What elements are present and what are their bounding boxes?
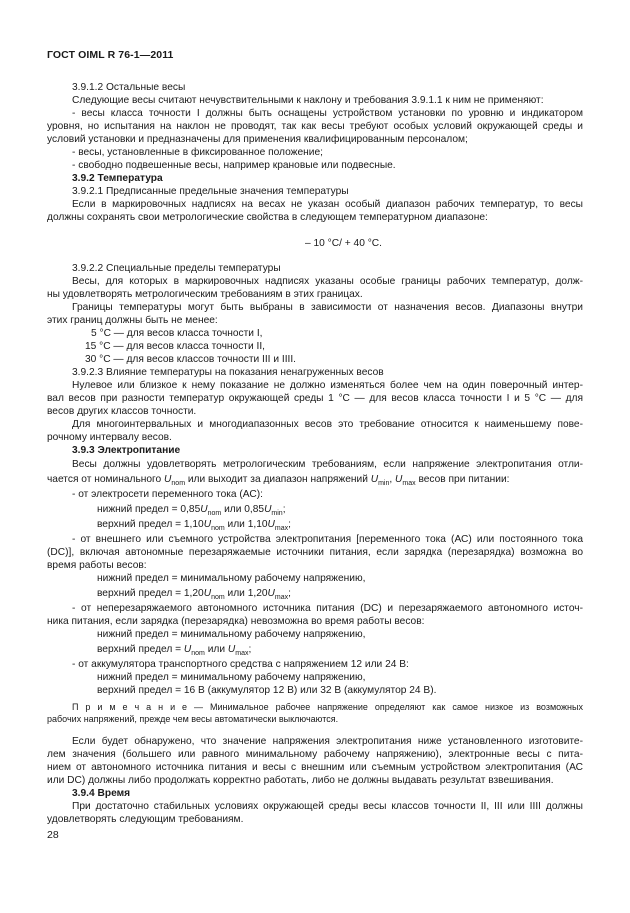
paragraph-line: ника питания, если зарядка (перезарядка) невозможна во время работы весов: bbox=[47, 616, 425, 627]
paragraph-line: лем значения (большего или равного минимальному рабочему напряжению), электронные весы с пита- bbox=[47, 749, 583, 760]
list-item: 15 °С — для весов класса точности II, bbox=[85, 341, 265, 352]
paragraph-line: Следующие весы считают нечувствительными к наклону и требования 3.9.1.1 к ним не применяют: bbox=[72, 95, 544, 106]
paragraph-line: Весы должны удовлетворять метрологическим требованиям, если напряжение электропитания отли- bbox=[72, 459, 583, 470]
list-item: 5 °С — для весов класса точности I, bbox=[91, 328, 263, 339]
section-heading-394: 3.9.4 Время bbox=[72, 788, 131, 799]
paragraph-line: - от внешнего или съемного устройства электропитания [переменного тока (АС) или постоянного тока bbox=[72, 534, 583, 545]
paragraph-line: Весы, для которых в маркировочных надписях указаны особые границы рабочих температур, долж- bbox=[72, 276, 583, 287]
list-item: - от электросети переменного тока (АС): bbox=[72, 489, 263, 500]
page-number: 28 bbox=[47, 829, 59, 841]
formula-line: верхний предел = 16 В (аккумулятор 12 В) или 32 В (аккумулятор 24 В). bbox=[97, 685, 437, 696]
temperature-formula: – 10 °С/ + 40 °С. bbox=[305, 238, 382, 249]
formula-line: нижний предел = минимальному рабочему напряжению, bbox=[97, 573, 366, 584]
paragraph-line: удовлетворять следующим требованиям. bbox=[47, 814, 244, 825]
list-item: - весы, установленные в фиксированное положение; bbox=[72, 147, 323, 158]
paragraph-line: Если будет обнаружено, что значение напряжения электропитания ниже установленного изготовите- bbox=[72, 736, 583, 747]
list-item: 30 °С — для весов классов точности III и IIII. bbox=[85, 354, 297, 365]
paragraph-line: Если в маркировочных надписях на весах не указан особый диапазон рабочих температур, то весы bbox=[72, 199, 583, 210]
paragraph-line: Границы температуры могут быть выбраны в зависимости от назначения весов. Диапазоны внутри bbox=[72, 302, 583, 313]
paragraph-line: При достаточно стабильных условиях окружающей среды весы классов точности II, III или IIII должны bbox=[72, 801, 583, 812]
formula-line: нижний предел = минимальному рабочему напряжению, bbox=[97, 629, 366, 640]
document-header: ГОСТ OIML R 76-1—2011 bbox=[47, 49, 174, 61]
paragraph-line: весов других классов точности. bbox=[47, 406, 197, 417]
paragraph-line: - весы класса точности I должны быть оснащены устройством установки по уровню и индикатором bbox=[72, 108, 583, 119]
subsection-heading-3921: 3.9.2.1 Предписанные предельные значения температуры bbox=[72, 186, 349, 197]
paragraph-line: чается от номинального $U_{nom}$ или выходит за диапазон напряжений $U_{min}$, $U_{max}$ весов при питании: bbox=[47, 474, 510, 488]
subsection-heading-3912: 3.9.1.2 Остальные весы bbox=[72, 82, 186, 93]
formula-line: нижний предел = $0,85U_{nom}$ или $0,85U_{min}$; bbox=[97, 504, 286, 518]
paragraph-line: рочному интервалу весов. bbox=[47, 432, 172, 443]
list-item: - от аккумулятора транспортного средства с напряжением 12 или 24 В: bbox=[72, 659, 409, 670]
paragraph-line: или DC) должны либо продолжать корректно работать, либо не должны выдавать результат взвешивания. bbox=[47, 775, 554, 786]
paragraph-line: Для многоинтервальных и многодиапазонных весов это требование относится к наименьшему пове- bbox=[72, 419, 583, 430]
formula-line: верхний предел = $1,20U_{nom}$ или $1,20U_{max}$; bbox=[97, 588, 291, 602]
paragraph-line: нием от автономного источника питания и весы с внешним или съемным устройством электропитания (АС bbox=[47, 762, 583, 773]
formula-line: верхний предел = $1,10U_{nom}$ или $1,10U_{max}$; bbox=[97, 519, 291, 533]
subsection-heading-3923: 3.9.2.3 Влияние температуры на показания ненагруженных весов bbox=[72, 367, 384, 378]
paragraph-line: уровня, но испытания на наклон не проводят, так как весы требуют особых условий окружающей среды и bbox=[47, 121, 583, 132]
formula-line: нижний предел = минимальному рабочему напряжению, bbox=[97, 672, 366, 683]
paragraph-line: вал весов при разности температур окружающей среды 1 °С — для весов класса точности I и 5 °С — для bbox=[47, 393, 583, 404]
paragraph-line: должны сохранять свои метрологические свойства в следующем температурном диапазоне: bbox=[47, 212, 488, 223]
section-heading-392: 3.9.2 Температура bbox=[72, 173, 163, 184]
list-item: - свободно подвешенные весы, например крановые или подвесные. bbox=[72, 160, 396, 171]
section-heading-393: 3.9.3 Электропитание bbox=[72, 445, 181, 456]
paragraph-line: условий установки и предназначены для применения квалифицированным персоналом; bbox=[47, 134, 468, 145]
note-line: П р и м е ч а н и е — Минимальное рабочее напряжение определяют как самое низкое из возможных bbox=[72, 702, 583, 712]
note-line: рабочих напряжений, прежде чем весы автоматически выключаются. bbox=[47, 714, 339, 724]
paragraph-line: (DC)], включая автономные перезаряжаемые источники питания, если зарядка (перезарядка) возможна во bbox=[47, 547, 583, 558]
paragraph-line: время работы весов: bbox=[47, 560, 147, 571]
formula-line: верхний предел = $U_{nom}$ или $U_{max}$; bbox=[97, 644, 252, 658]
paragraph-line: ны удовлетворять метрологическим требованиям в этих границах. bbox=[47, 289, 363, 300]
paragraph-line: Нулевое или близкое к нему показание не должно изменяться более чем на один поверочный интер- bbox=[72, 380, 583, 391]
paragraph-line: этих границ должны быть не менее: bbox=[47, 315, 218, 326]
subsection-heading-3922: 3.9.2.2 Специальные пределы температуры bbox=[72, 263, 281, 274]
paragraph-line: - от неперезаряжаемого автономного источника питания (DC) и перезаряжаемого автономного источ- bbox=[72, 603, 583, 614]
